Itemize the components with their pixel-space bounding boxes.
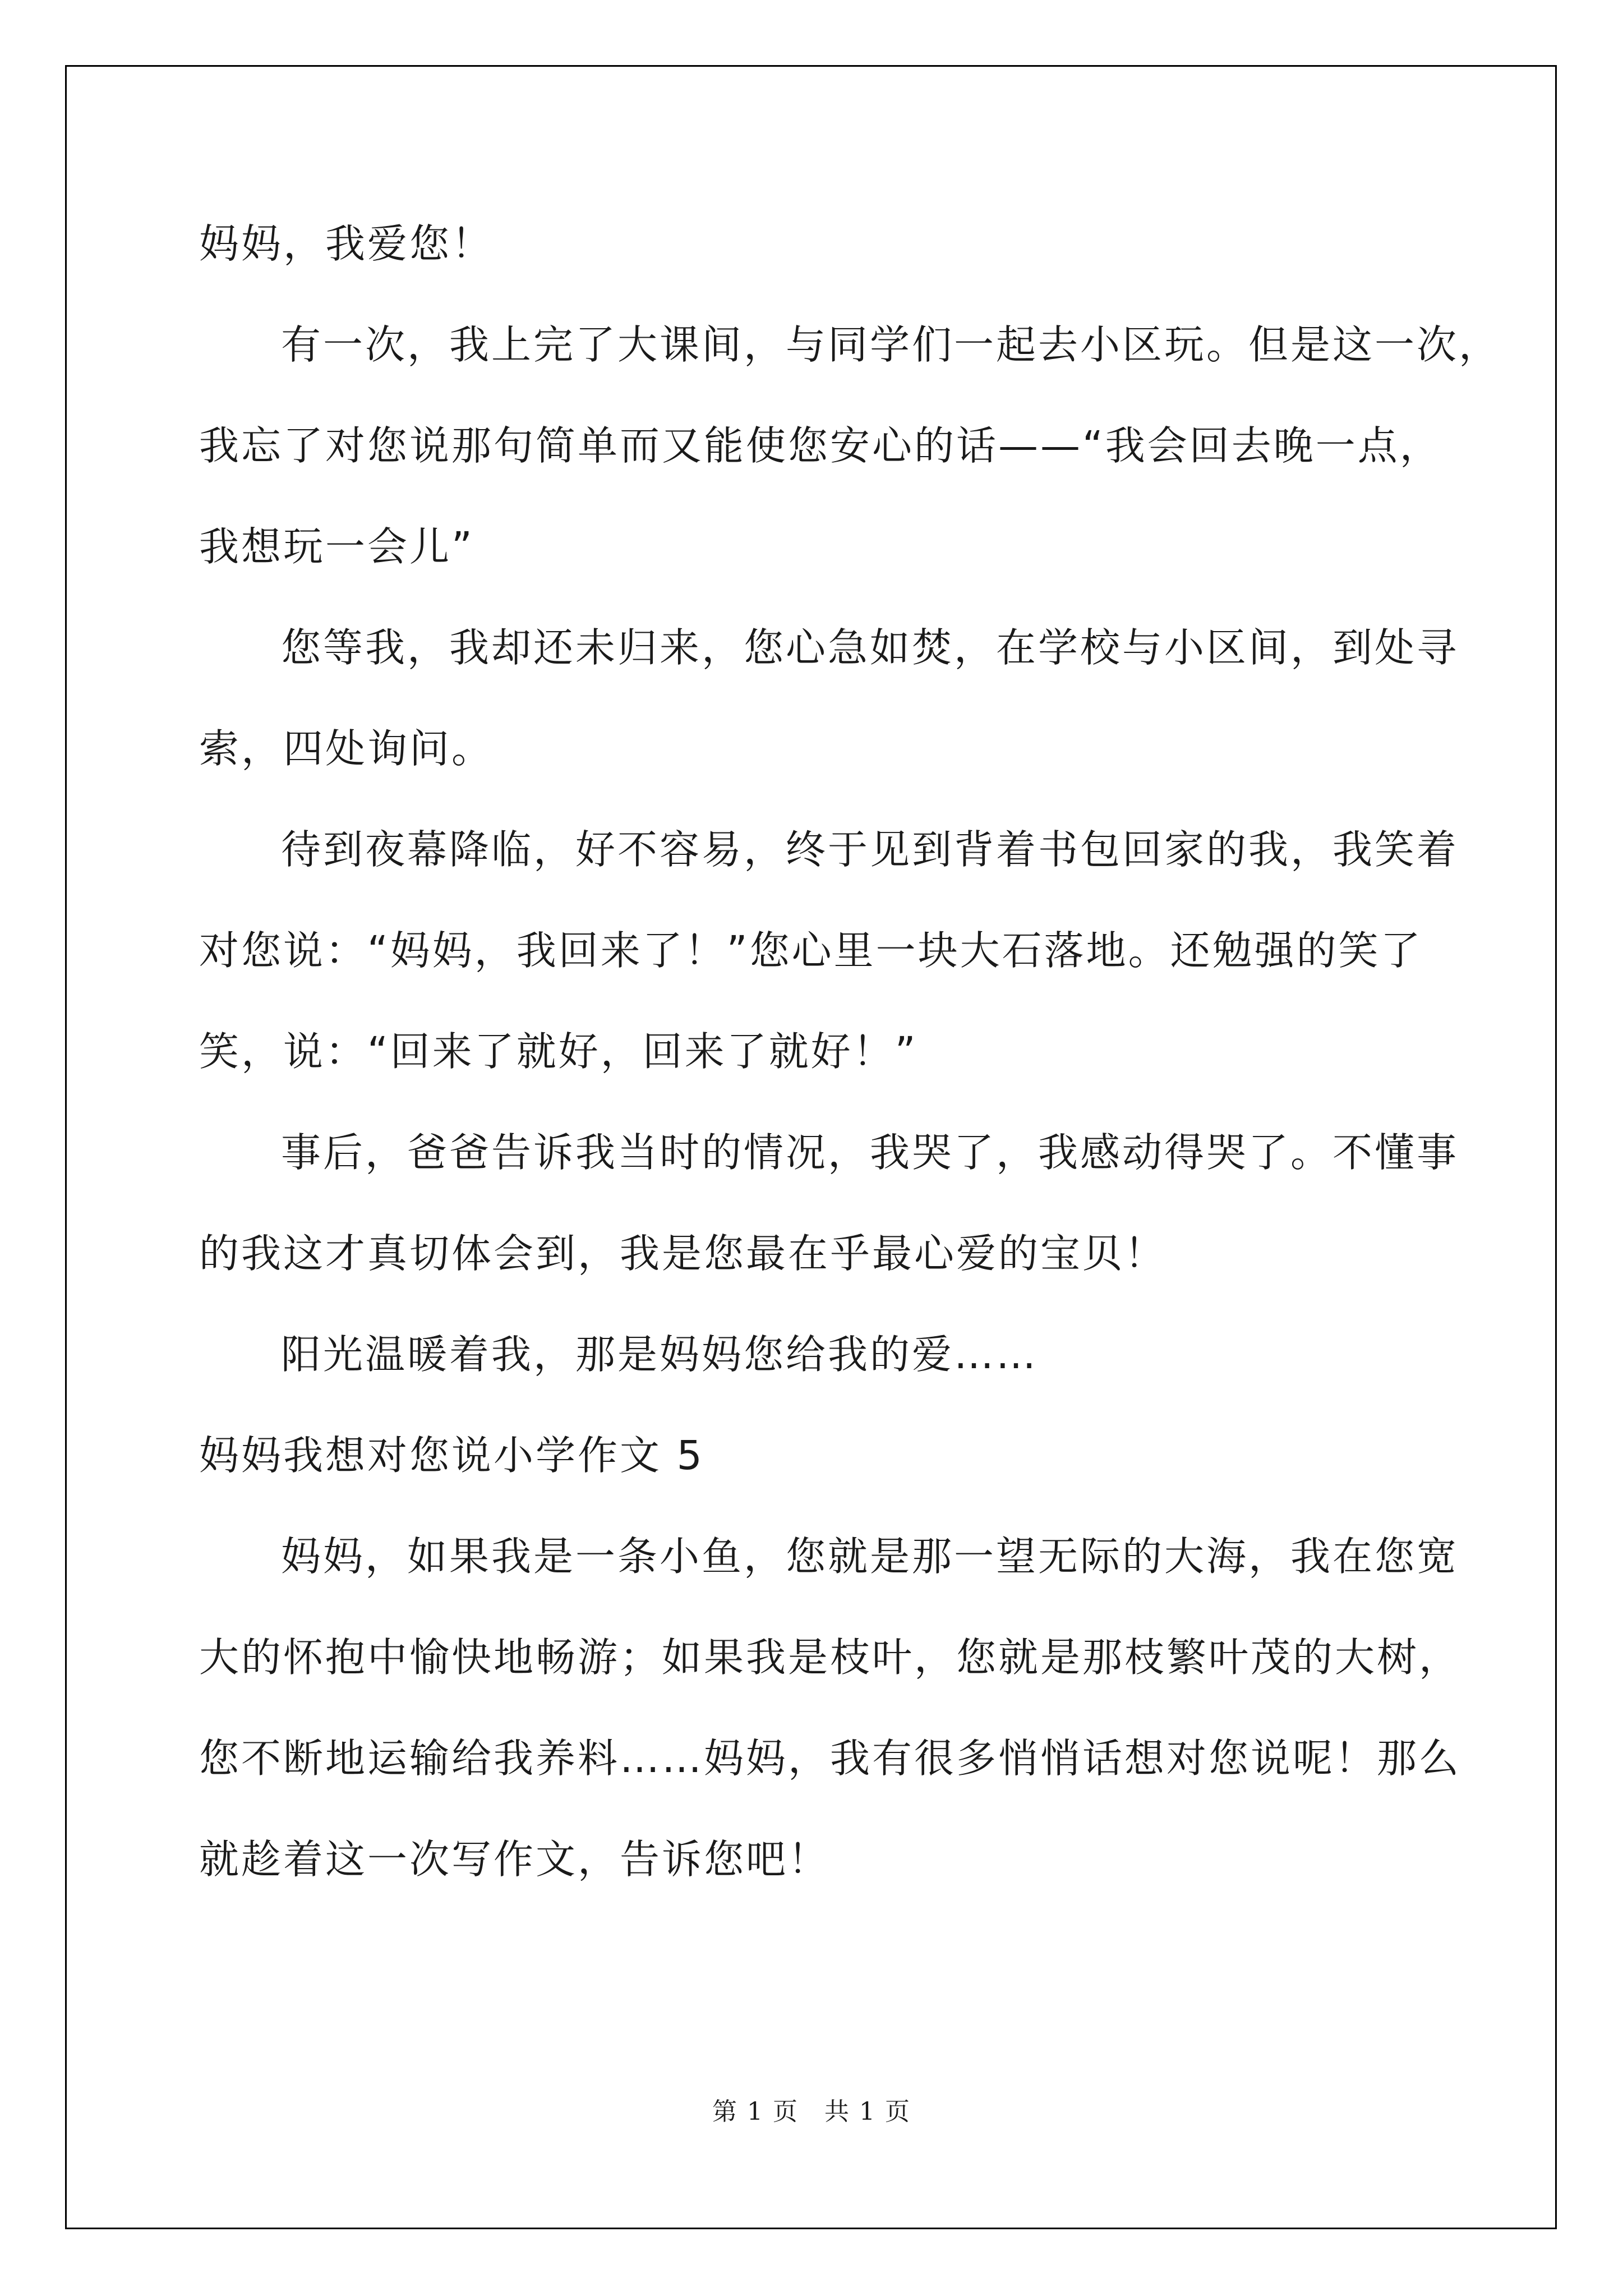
paragraph-line: 妈妈，如果我是一条小鱼，您就是那一望无际的大海，我在您宽 xyxy=(281,1533,1459,1580)
text-line: 妈妈，我爱您！ xyxy=(199,220,494,267)
paragraph-line: 阳光温暖着我，那是妈妈您给我的爱…… xyxy=(281,1331,1039,1378)
text-line: 大的怀抱中愉快地畅游；如果我是枝叶，您就是那枝繁叶茂的大树， xyxy=(199,1634,1461,1681)
text-line: 笑，说：“回来了就好，回来了就好！” xyxy=(199,1028,918,1075)
text-line: 的我这才真切体会到，我是您最在乎最心爱的宝贝！ xyxy=(199,1230,1167,1277)
paragraph-line: 待到夜幕降临，好不容易，终于见到背着书包回家的我，我笑着 xyxy=(281,826,1459,873)
text-line: 我想玩一会儿” xyxy=(199,523,474,570)
text-line: 您不断地运输给我养料……妈妈，我有很多悄悄话想对您说呢！那么 xyxy=(199,1735,1461,1782)
paragraph-line: 您等我，我却还未归来，您心急如焚，在学校与小区间，到处寻 xyxy=(281,624,1459,671)
text-line: 对您说：“妈妈，我回来了！”您心里一块大石落地。还勉强的笑了 xyxy=(199,927,1423,974)
text-line: 我忘了对您说那句简单而又能使您安心的话——“我会回去晚一点， xyxy=(199,422,1442,469)
section-heading: 妈妈我想对您说小学作文 5 xyxy=(199,1432,704,1479)
page-number-footer: 第 1 页 共 1 页 xyxy=(712,2097,911,2126)
text-line: 就趁着这一次写作文，告诉您吧！ xyxy=(199,1836,831,1883)
paragraph-line: 有一次，我上完了大课间，与同学们一起去小区玩。但是这一次， xyxy=(281,321,1501,368)
text-line: 索，四处询问。 xyxy=(199,725,494,772)
paragraph-line: 事后，爸爸告诉我当时的情况，我哭了，我感动得哭了。不懂事 xyxy=(281,1129,1459,1176)
